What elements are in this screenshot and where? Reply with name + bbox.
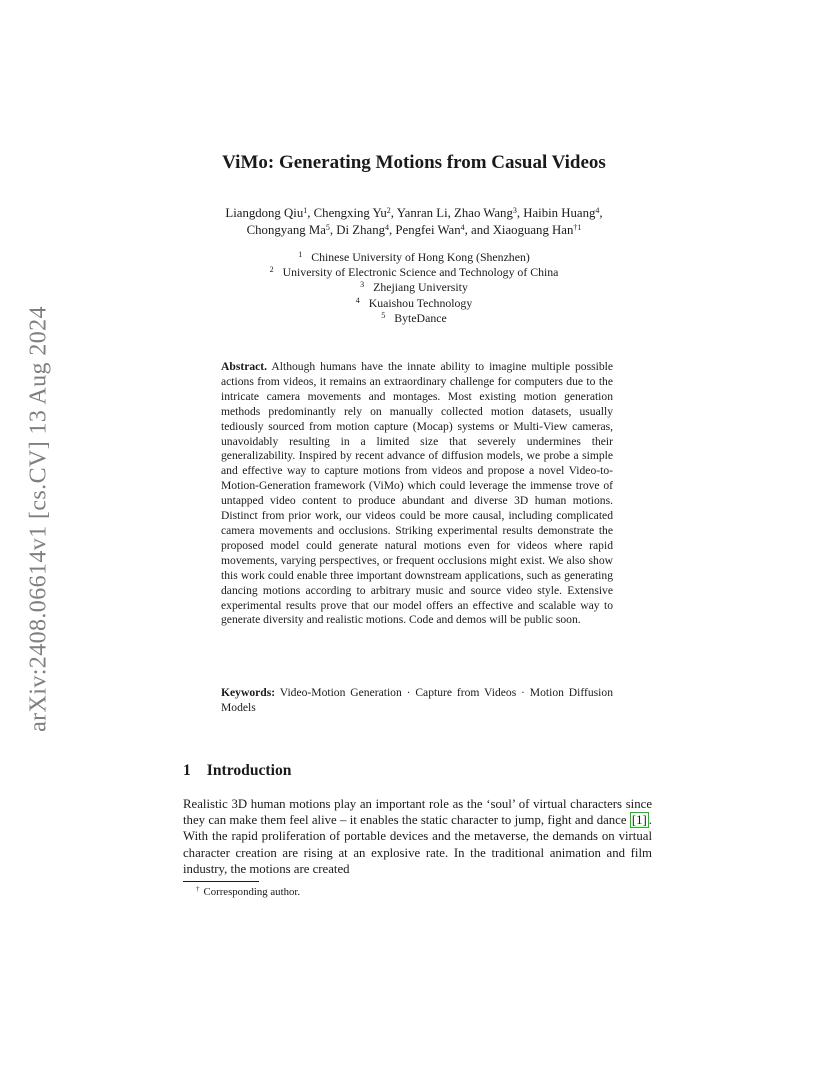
footnote-text: Corresponding author. [203,886,301,898]
author-name: and Xiaoguang Han [471,223,574,237]
author-name: Zhao Wang [454,206,513,220]
paper-title: ViMo: Generating Motions from Casual Videos [222,152,606,173]
affiliation [0,311,828,326]
arxiv-identifier: arXiv:2408.06614v1 [cs.CV] 13 Aug 2024 [25,306,52,732]
affiliation-number: 1 [298,250,303,259]
author-sup: 4 [595,206,600,215]
affiliation-name: Kuaishou Technology [368,295,473,310]
keywords [221,686,613,716]
keywords-text: Video-Motion Generation · Capture from Videos · Motion Diffusion Models [221,686,613,714]
section-heading [183,762,291,780]
footnote [196,886,300,898]
affiliation-name: Chinese University of Hong Kong (Shenzhen) [311,250,530,264]
author-name: Yanran Li [396,206,448,220]
author-sup: 5 [325,223,330,232]
footnote-mark: † [196,885,200,893]
affiliation-name: University of Electronic Science and Technology of China [282,265,559,280]
author-sup: †1 [573,223,582,232]
section-number: 1 [183,762,191,779]
author-name: Chengxing Yu [313,206,387,220]
affiliation [0,250,828,265]
footnote-divider [183,881,259,882]
affiliation-number: 3 [360,280,365,290]
affiliation-number: 2 [269,265,274,275]
author-sup: 1 [303,206,308,215]
keywords-label: Keywords: [221,686,276,699]
author-sup: 2 [386,206,391,215]
intro-paragraph [183,796,652,877]
author-sup: 4 [385,223,389,232]
intro-text-continued: . With the rapid proliferation of portable devices and the metaverse, the demands on virtual character creation are rising at an explosive rate. In the traditional animation and film industry, the motions are created [183,813,652,876]
affiliation-name: Zhejiang University [373,280,468,295]
author-line-2: Chongyang Ma$^5$, Di Zhang$^4$, Pengfei Wan$^4$, and Xiaoguang Han$^{\dagger 1}$ [246,223,582,237]
author-line-1: Liangdong Qiu$^1$, Chengxing Yu$^2$, Yanran Li, Zhao Wang$^3$, Haibin Huang$^4$, [225,206,603,220]
author-sup: 3 [512,206,517,215]
citation-link[interactable]: [1] [631,813,647,828]
section-title: Introduction [206,762,292,779]
intro-text: Realistic 3D human motions play an important role as the ‘soul’ of virtual characters since they can make them feel alive – it enables the static character to jump, fight and dance [183,797,652,828]
abstract [221,360,613,628]
affiliation-number: 4 [355,295,360,305]
author-sup: 4 [460,223,465,232]
affiliation [0,265,828,280]
author-name: Pengfei Wan [395,223,461,237]
abstract-text: Although humans have the innate ability to imagine multiple possible actions from videos, it remains an extraordinary challenge for computers due to the intricate camera movements and montages. Most existing motion generation methods predominantly rely on manually collected motion datasets, usually tediously sourced from motion capture (Mocap) systems or Multi-View cameras, unavoidably resulting in a limited size that severely undermines their generalizability. Inspired by recent advance of diffusion models, we probe a simple and effective way to capture motions from videos and propose a novel Video-to-Motion-Generation framework (ViMo) which could leverage the immense trove of untapped video content to produce abundant and diverse 3D human motions. Distinct from prior work, our videos could be more causal, including complicated camera movements and occlusions. Striking experimental results demonstrate the proposed model could generate natural motions even for videos where rapid movements, varying perspectives, or frequent occlusions might exist. We also show this work could enable three important downstream applications, such as generating dancing motions according to arbitrary music and source video style. Extensive experimental results prove that our model offers an effective and scalable way to generate diversity and realistic motions. Code and demos will be public soon. [221,360,613,627]
abstract-label: Abstract. [221,360,268,373]
affiliation-name: ByteDance [394,310,447,325]
author-name: Haibin Huang [523,206,596,220]
affiliation [0,280,828,295]
arxiv-sidebar [22,280,56,758]
author-name: Liangdong Qiu [225,206,304,220]
author-list [0,205,828,239]
affiliation-list [0,250,828,326]
author-name: Di Zhang [336,223,385,237]
affiliation-number: 5 [381,310,386,320]
author-name: Chongyang Ma [246,223,326,237]
affiliation [0,296,828,311]
